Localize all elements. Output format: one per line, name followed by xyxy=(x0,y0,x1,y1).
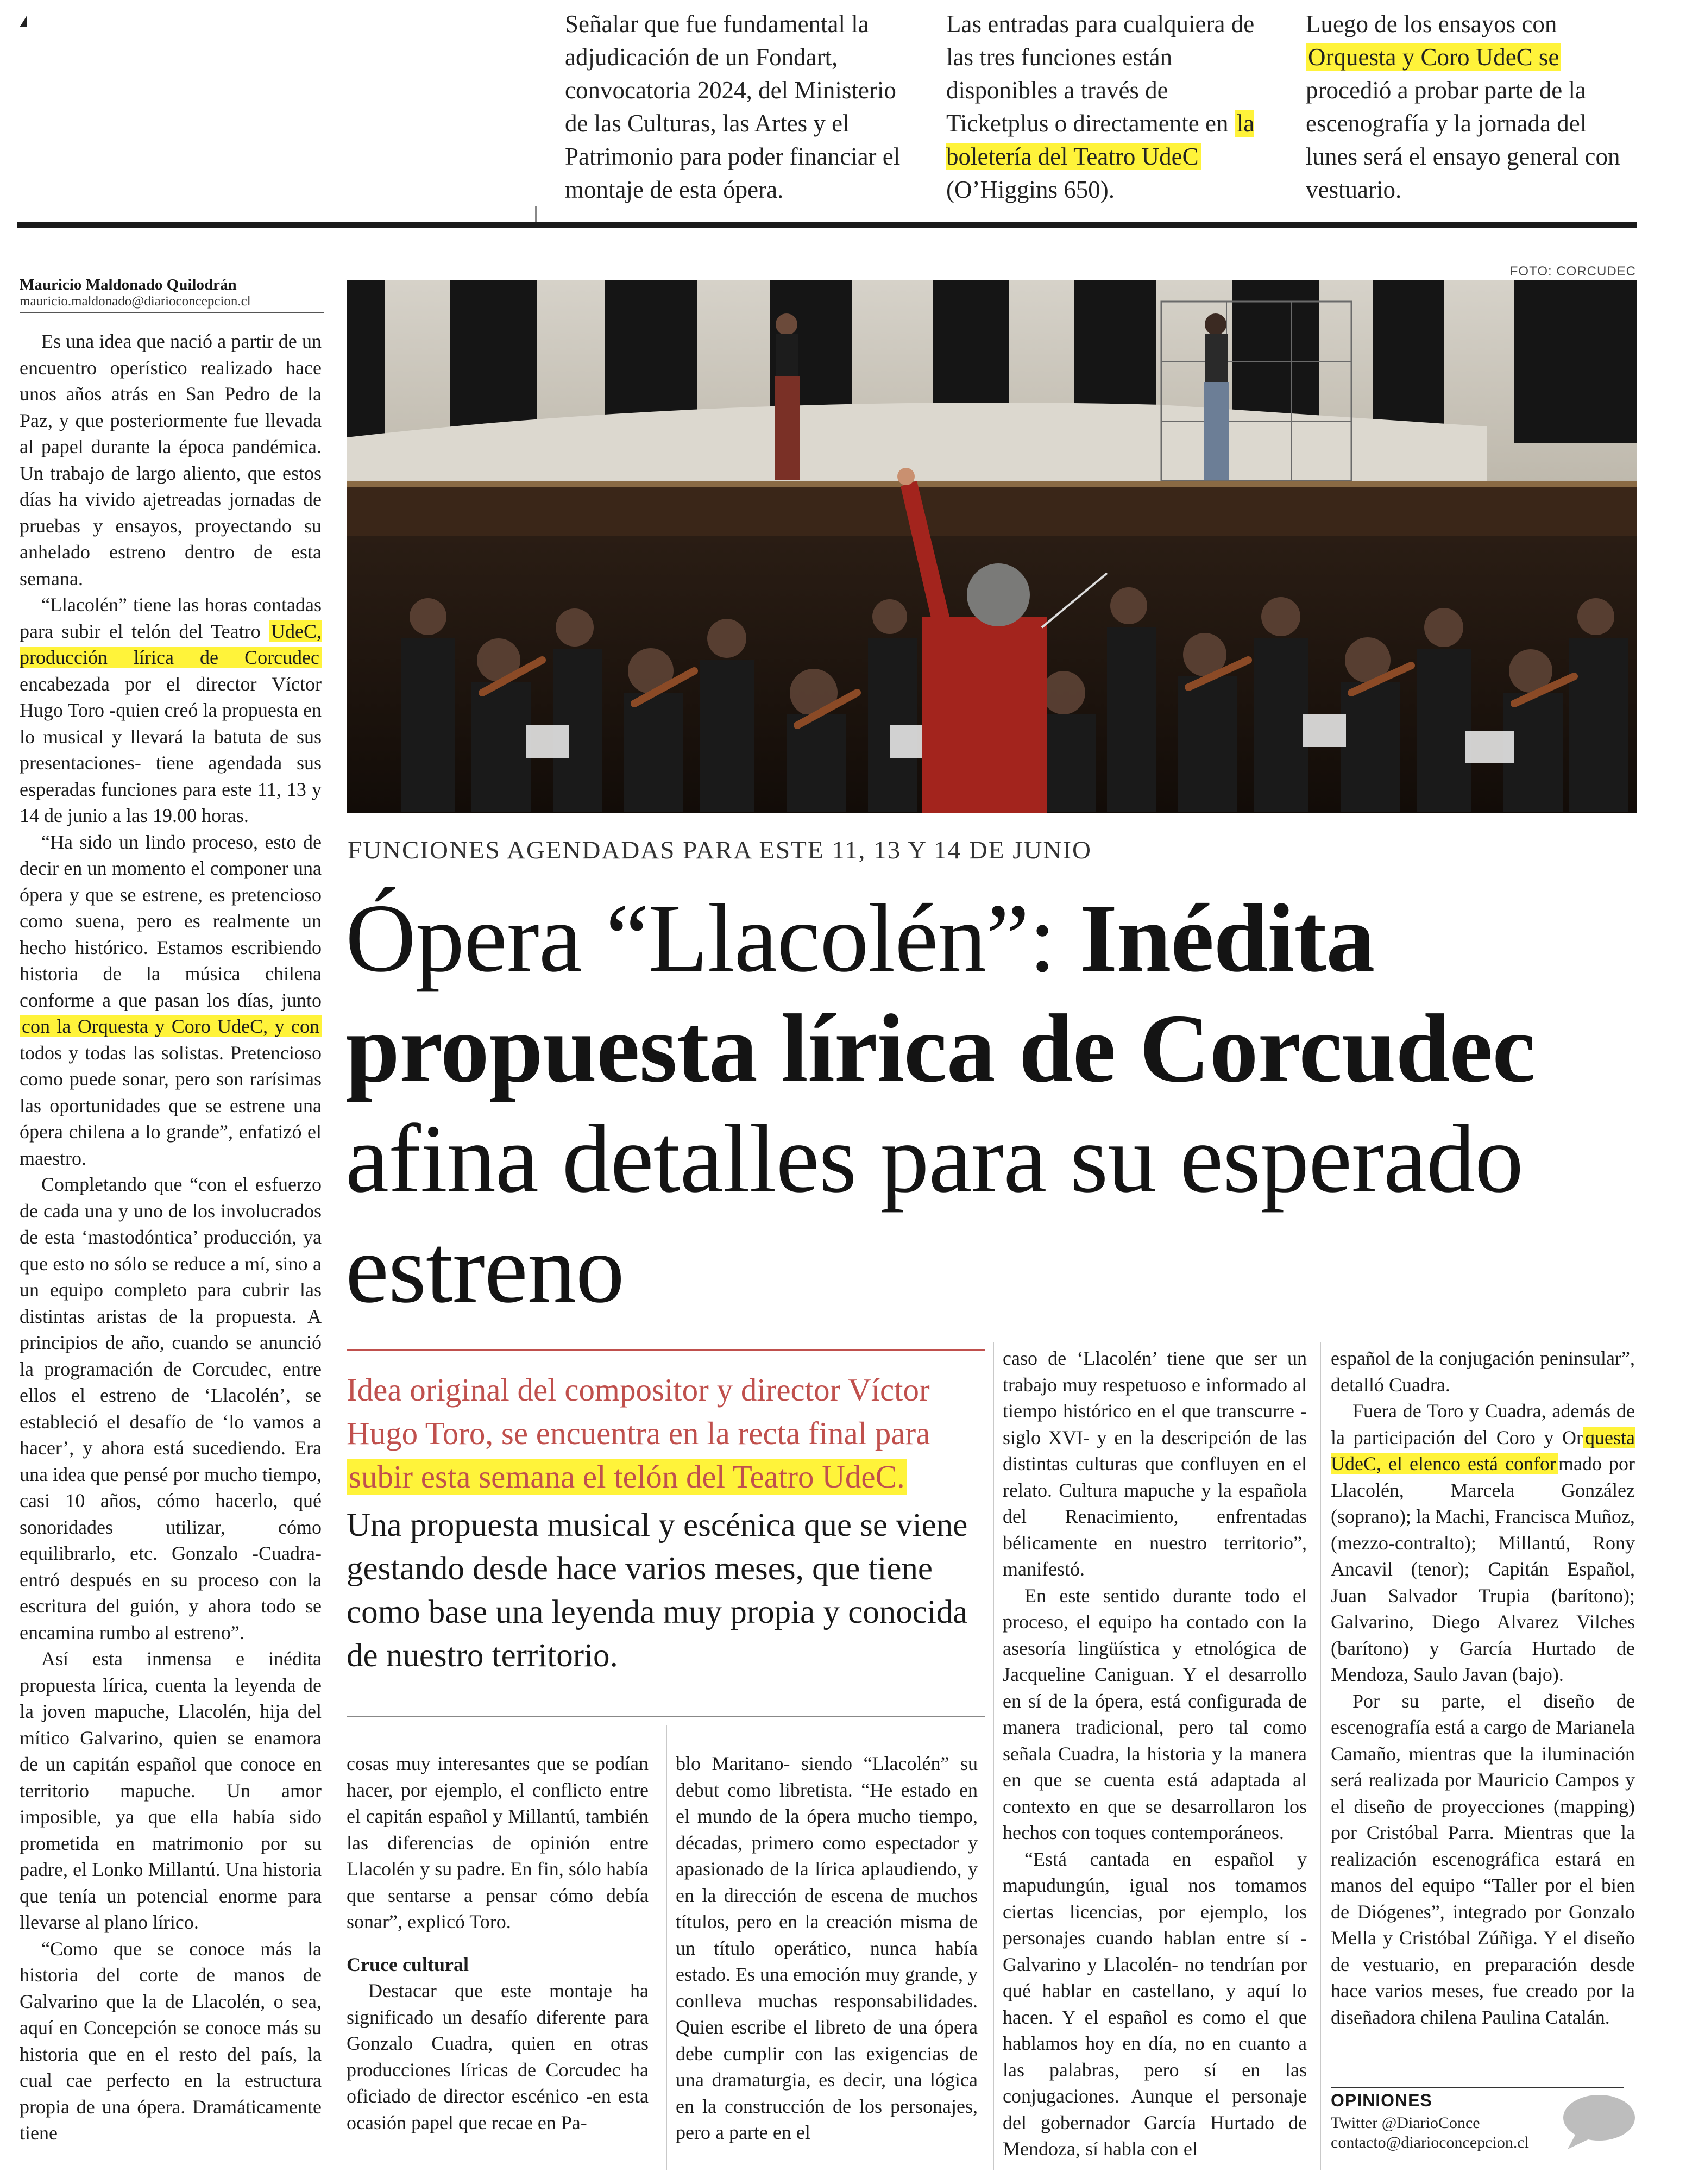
kicker: FUNCIONES AGENDADAS PARA ESTE 11, 13 Y 14 DE JUNIO xyxy=(348,836,1092,864)
orchestra-rehearsal-illustration xyxy=(347,280,1637,813)
singer-left xyxy=(775,313,800,480)
opinions-label: OPINIONES xyxy=(1331,2091,1432,2110)
author-email: mauricio.maldonado@diarioconcepcion.cl xyxy=(20,294,251,309)
byline xyxy=(20,276,324,310)
subheading: Cruce cultural xyxy=(347,1953,469,1975)
top-column-1: Señalar que fue fundamental la adjudicación de un Fondart, convocatoria 2024, del Ministerio de las Culturas, las Artes y el Patrimonio para poder financiar el montaje de esta ópera. xyxy=(565,10,901,203)
article-column-5: español de la conjugación peninsular”, detalló Cuadra. Fuera de Toro y Cuadra, además de la participación del Coro y Or questa UdeC, el elenco está confor mado por Llacolén, Marcela González (soprano); la Machi, Francisca Muñoz, (mezzo-contralto); Millantú, Rony Ancavil (tenor); Capitán Español, Juan Salvador Trupia (barítono); Galvarino, Diego Alvarez Vilches (barítono) y García Hurtado de Mendoza, Saulo Javan (bajo). Por su parte, el diseño de escenografía está a cargo de Marianela Camaño, mientras que la iluminación será realizada por Mauricio Campos y el diseño de proyecciones (mapping) por Cristóbal Parra. Mientras que la realización escenográfica estará en manos del equipo “Taller por el bien de Diógenes”, integrado por Gonzalo Mella y Cristóbal Zúñiga. Y el diseño de vestuario, en preparación desde hace varios meses, fue creado por la diseñadora chilena Paulina Catalán. xyxy=(1331,1347,1635,2028)
corner-marker xyxy=(20,15,27,27)
deck-bottom-rule xyxy=(347,1716,985,1717)
deck-red: Idea original del compositor y director Víctor Hugo Toro, se encuentra en la recta final para subir esta semana el telón del Teatro UdeC. xyxy=(347,1372,930,1495)
highlight: questa UdeC, el elenco está confor xyxy=(1331,1426,1635,1474)
speech-bubble-icon xyxy=(1560,2093,1636,2152)
article-column-1: Es una idea que nació a partir de un encuentro operístico realizado hace unos años atrás en San Pedro de la Paz, y que posteriormente fue llevada al papel durante la época pandémica. Un trabajo de largo aliento, que estos días ha vivido ajetreadas jornadas de pruebas y ensayos, proyectando su anhelado estreno dentro de esta semana. “Llacolén” tiene las horas contadas para subir el telón del Teatro UdeC, producción lírica de Corcudec encabezada por el director Víctor Hugo Toro -quien creó la propuesta en lo musical y llevará la batuta de sus presentaciones- tiene agendada sus esperadas funciones para este 11, 13 y 14 de junio a las 19.00 horas. “Ha sido un lindo proceso, esto de decir en un momento el componer una ópera y que se estrene, es pretencioso como suena, pero es realmente un hecho histórico. Estamos escribiendo historia de la música chilena conforme a que pasan los días, junto con la Orquesta y Coro UdeC, y con todos y todas las solistas. Pretencioso como puede sonar, pero son rarísimas las oportunidades que se estrene una ópera chilena a lo grande”, enfatizó el maestro. Completando que “con el esfuerzo de cada una y uno de los involucrados de esta ‘mastodóntica’ producción, ya que esto no sólo se reduce a mí, sino a un equipo completo para cubrir las distintas aristas de la propuesta. A principios de año, cuando se anunció la programación de Corcudec, entre ellos el estreno de ‘Llacolén’, se estableció el desafío de ‘lo vamos a hacer’, y ahora está sucediendo. Era una idea que pensé por mucho tiempo, casi 10 años, cómo hacerlo, qué sonoridades utilizar, cómo equilibrarlo, etc. Gonzalo -Cuadra- entró después en su proceso con la escritura del guión, y ahora todo se encamina rumbo al estreno”. Así esta inmensa e inédita propuesta lírica, cuenta la leyenda de la joven mapuche, Llacolén, hija del mítico Galvarino, quien se enamora de un capitán español que conoce en territorio mapuche. Un amor imposible, ya que ella había sido prometida en matrimonio por su padre, el Lonko Millantú. Una historia que tenía un potencial enorme para llevarse al plano lírico. “Como que se conoce más la historia del corte de manos de Galvarino que la de Llacolén, o sea, aquí en Concepción se conoce más su historia que en el resto del país, la cual cae perfecto en la estructura propia de una ópera. Dramáticamente tiene xyxy=(20,330,322,2144)
rehearsal-photo xyxy=(347,280,1637,813)
column-separator xyxy=(666,1725,667,2170)
deck-summary: Una propuesta musical y escénica que se viene gestando desde hace varios meses, que tiene como base una leyenda muy propia y conocida de nuestro territorio. xyxy=(347,1507,968,1674)
highlight: UdeC, producción lírica de Corcudec xyxy=(20,620,322,668)
headline: Ópera “Llacolén”: Inédita propuesta lírica de Corcudec afina detalles para su esperado estreno xyxy=(345,884,1536,1323)
top-column-2: Las entradas para cualquiera de las tres funciones están disponibles a través de Ticketplus o directamente en la boletería del Teatro UdeC (O’Higgins 650). xyxy=(946,10,1255,203)
footer-contact xyxy=(1331,2113,1529,2152)
article-column-2: cosas muy interesantes que se podían hacer, por ejemplo, el conflicto entre el capitán español y Millantú, también las diferencias de opinión entre Llacolén y su padre. En fin, sólo había que sentarse a pensar cómo debía sonar”, explicó Toro. Cruce cultural Destacar que este montaje ha significado un desafío diferente para Gonzalo Cuadra, quien en otras producciones líricas de Corcudec ha oficiado de director escénico -en esta ocasión papel que recae en Pa- xyxy=(347,1753,649,2133)
column-separator xyxy=(1320,1342,1321,2170)
top-rule xyxy=(17,222,1637,228)
column-separator xyxy=(993,1342,994,2170)
photo-credit: FOTO: CORCUDEC xyxy=(1509,264,1636,279)
footer-rule xyxy=(1331,2087,1624,2088)
contact-email[interactable]: contacto@diarioconcepcion.cl xyxy=(1331,2133,1529,2151)
highlight: la boletería del Teatro UdeC xyxy=(946,110,1255,170)
top-separator xyxy=(535,206,537,223)
highlight: con la Orquesta y Coro UdeC, y con xyxy=(20,1015,322,1037)
article-column-4: caso de ‘Llacolén’ tiene que ser un trabajo muy respetuoso e informado al tiempo histórico en el que transcurre -siglo XVI- y en la descripción de las distintas culturas que confluyen en el relato. Cultura mapuche y la española del Renacimiento, enfrentadas bélicamente en nuestro territorio”, manifestó. En este sentido durante todo el proceso, el equipo ha contado con la asesoría lingüística y etnológica de Jacqueline Caniguan. Y el desarrollo en sí de la ópera, está configurada de manera tradicional, pero tal como señala Cuadra, la historia y la manera en que se cuenta está adaptada al contexto en que se desarrollaron los hechos con toques contemporáneos. “Está cantada en español y mapudungún, igual nos tomamos ciertas licencias, por ejemplo, los personajes cuando hablan entre sí -Galvarino y Llacolén- no tendrían por qué hablar en castellano, y aquí lo hacen. Y el español es como el que hablamos hoy en día, no en cuanto a las palabras, pero sí en las conjugaciones. Aunque el personaje del gobernador García Hurtado de Mendoza, sí habla con el xyxy=(1003,1347,1307,2160)
author-name: Mauricio Maldonado Quilodrán xyxy=(20,276,237,293)
top-column-3: Luego de los ensayos con Orquesta y Coro UdeC se procedió a probar parte de la escenografía y la jornada del lunes será el ensayo general con vestuario. xyxy=(1306,10,1620,203)
twitter-handle[interactable]: Twitter @DiarioConce xyxy=(1331,2114,1480,2132)
highlight: Orquesta y Coro UdeC se xyxy=(1306,43,1561,71)
article-column-3: blo Maritano- siendo “Llacolén” su debut como libretista. “He estado en el mundo de la ópera mucho tiempo, décadas, primero como espectador y apasionado de la lírica aplaudiendo, y en la dirección de escena de muchos títulos, pero en la creación misma de un título operático, nunca había estado. Es una emoción muy grande, y conlleva muchas responsabilidades. Quien escribe el libreto de una ópera debe cumplir con las exigencias de una dramaturgia, es decir, una lógica en la construcción de los personajes, pero a parte en el xyxy=(676,1753,978,2143)
singer-right xyxy=(1204,313,1229,480)
byline-rule xyxy=(20,312,324,313)
deck-rule xyxy=(347,1349,985,1351)
highlight: subir esta semana el telón del Teatro UdeC. xyxy=(347,1459,907,1495)
